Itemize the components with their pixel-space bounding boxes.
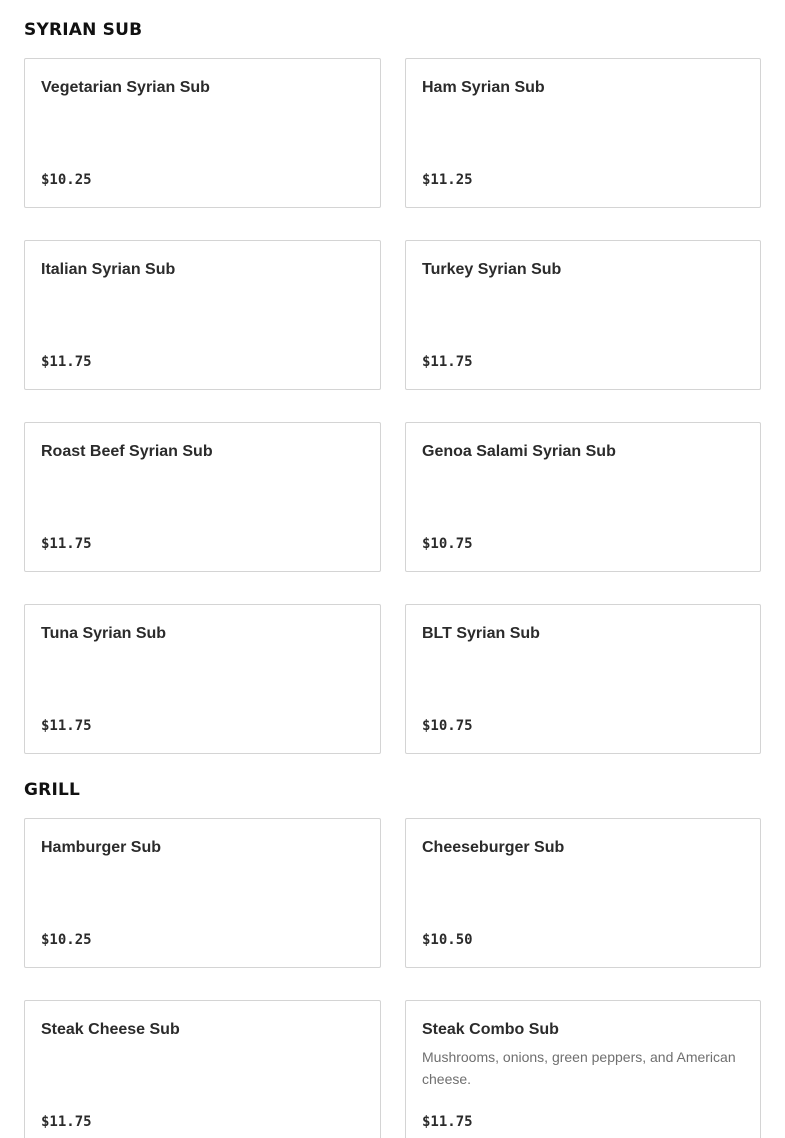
menu-item-card[interactable] bbox=[24, 58, 381, 208]
menu-item-price: $10.25 bbox=[41, 932, 92, 948]
menu-item-price: $11.25 bbox=[422, 172, 473, 188]
menu-item-card[interactable] bbox=[24, 818, 381, 968]
menu-item-card[interactable] bbox=[24, 1000, 381, 1138]
menu-item-name: Steak Combo Sub bbox=[422, 1021, 559, 1038]
menu-item-name: Genoa Salami Syrian Sub bbox=[422, 443, 616, 460]
grill-menu-grid bbox=[24, 818, 761, 1138]
menu-item-price: $10.25 bbox=[41, 172, 92, 188]
menu-item-card[interactable] bbox=[405, 240, 761, 390]
menu-item-price: $11.75 bbox=[41, 354, 92, 370]
menu-item-price: $10.75 bbox=[422, 718, 473, 734]
menu-item-name: Roast Beef Syrian Sub bbox=[41, 443, 213, 460]
menu-item-name: Cheeseburger Sub bbox=[422, 839, 565, 856]
menu-item-price: $11.75 bbox=[422, 354, 473, 370]
syrian-sub-menu-grid bbox=[24, 58, 761, 754]
menu-item-card[interactable] bbox=[405, 422, 761, 572]
menu-item-price: $11.75 bbox=[422, 1114, 473, 1130]
menu-item-name: Ham Syrian Sub bbox=[422, 79, 545, 96]
section-title-grill: GRILL bbox=[24, 780, 81, 800]
menu-item-description: Mushrooms, onions, green peppers, and American cheese. bbox=[422, 1049, 736, 1087]
menu-item-price: $10.50 bbox=[422, 932, 473, 948]
menu-item-name: Turkey Syrian Sub bbox=[422, 261, 562, 278]
menu-item-name: Hamburger Sub bbox=[41, 839, 162, 856]
menu-item-name: Tuna Syrian Sub bbox=[41, 625, 167, 642]
menu-item-price: $11.75 bbox=[41, 718, 92, 734]
menu-item-card[interactable] bbox=[405, 58, 761, 208]
menu-item-name: BLT Syrian Sub bbox=[422, 625, 540, 642]
menu-item-price: $11.75 bbox=[41, 536, 92, 552]
menu-item-name: Italian Syrian Sub bbox=[41, 261, 176, 278]
menu-item-name: Steak Cheese Sub bbox=[41, 1021, 180, 1038]
section-title-syrian-sub: SYRIAN SUB bbox=[24, 20, 143, 40]
menu-item-card[interactable] bbox=[405, 1000, 761, 1138]
menu-item-card[interactable] bbox=[24, 604, 381, 754]
menu-item-card[interactable] bbox=[405, 604, 761, 754]
menu-item-card[interactable] bbox=[24, 240, 381, 390]
menu-item-card[interactable] bbox=[24, 422, 381, 572]
menu-item-price: $10.75 bbox=[422, 536, 473, 552]
menu-item-name: Vegetarian Syrian Sub bbox=[41, 79, 210, 96]
menu-item-price: $11.75 bbox=[41, 1114, 92, 1130]
menu-item-card[interactable] bbox=[405, 818, 761, 968]
